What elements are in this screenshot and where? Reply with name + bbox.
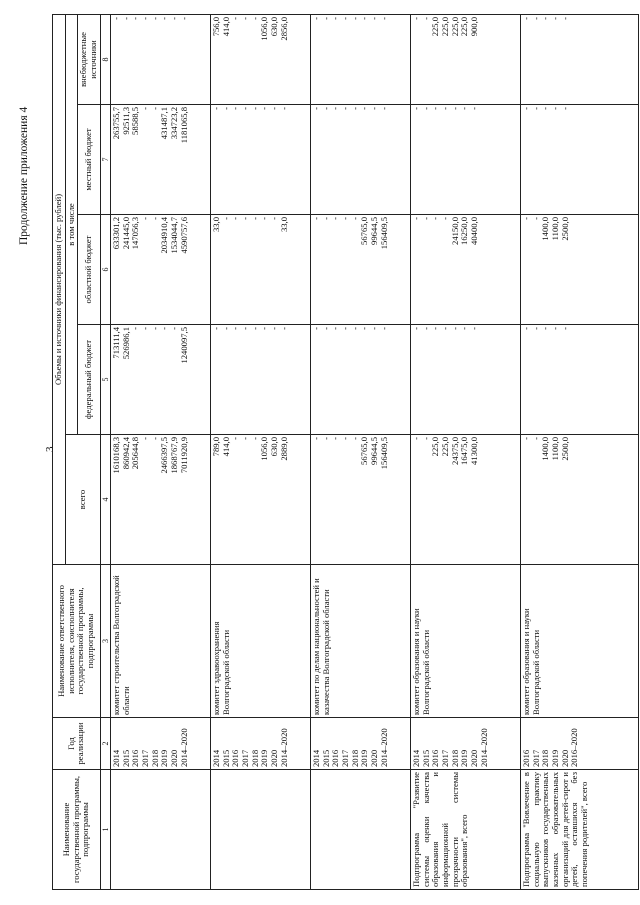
local-cell: - - - - - - - [410,105,520,215]
table-row [110,14,210,889]
executor-cell: комитет образования и науки Волгоградской области [410,565,520,718]
total-cell: 789,0 414,0 - - - 1056,0 630,0 2889,0 [210,435,310,565]
page-number: 3 [44,446,56,452]
column-number: 6 [100,215,110,325]
local-cell: - - - - - - - - [310,105,410,215]
executor-cell: комитет по делам национальностей и казачества Волгоградской области [310,565,410,718]
federal-cell: 713111,4 526986,1 - - - - - 1240097,5 [110,325,210,435]
executor-cell: комитет образования и науки Волгоградской области [520,565,638,718]
header-executor: Наименование ответственного исполнителя, соисполнителя государственной программы, подпрограммы [53,565,101,718]
local-cell: - - - - - [520,105,638,215]
column-number: 3 [100,565,110,718]
header-funding: Объемы и источники финансирования (тыс. рублей) [53,14,66,564]
offbudget-cell: - - - - - - - - [110,14,210,104]
offbudget-cell: - - 225,0 225,0 225,0 225,0 900,0 [410,14,520,104]
offbudget-cell: - - - - - [520,14,638,104]
header-local: местный бюджет [78,105,100,215]
years-cell: 2014 2015 2016 2017 2018 2019 2020 2014–2020 [310,718,410,770]
header-regional: областной бюджет [78,215,100,325]
years-cell: 2014 2015 2016 2017 2018 2019 2020 2014–2020 [110,718,210,770]
table-row [520,14,638,889]
header-program-name: Наименование государственной программы, подпрограммы [53,770,101,890]
regional-cell: - - - - - 56765,0 99644,5 156409,5 [310,215,410,325]
years-cell: 2014 2015 2016 2017 2018 2019 2020 2014–2020 [410,718,520,770]
federal-cell: - - - - - [520,325,638,435]
total-cell: 1610168,3 860942,4 205644,8 - - 2466397,5 1868767,9 7011920,9 [110,435,210,565]
federal-cell: - - - - - - - - [310,325,410,435]
local-cell: 263755,7 92511,3 58588,5 - - 431487,1 334723,2 1181065,8 [110,105,210,215]
program-name: Подпрограмма "Развитие системы оценки качества образования и информационной прозрачности системы образования", всего [410,770,520,890]
column-number: 8 [100,14,110,104]
table-row [210,14,310,889]
header-total: всего [65,435,100,565]
regional-cell: 33,0 - - - - - - 33,0 [210,215,310,325]
column-number: 5 [100,325,110,435]
column-number: 7 [100,105,110,215]
table-row [310,14,410,889]
column-number: 2 [100,718,110,770]
executor-cell: комитет здравоохранения Волгоградской области [210,565,310,718]
years-cell: 2014 2015 2016 2017 2018 2019 2020 2014–2020 [210,718,310,770]
program-name [310,770,410,890]
total-cell: - - - - - 56765,0 99644,5 156409,5 [310,435,410,565]
local-cell: - - - - - - - - [210,105,310,215]
header-year: Год реализации [53,718,101,770]
header-including: в том числе [65,14,78,434]
federal-cell: - - - - - - - - [210,325,310,435]
executor-cell: комитет строительства Волгоградской области [110,565,210,718]
appendix-caption: Продолжение приложения 4 [18,106,30,245]
years-cell: 2016 2017 2018 2019 2020 2016–2020 [520,718,638,770]
federal-cell: - - - - - - - [410,325,520,435]
offbudget-cell: - - - - - - - - [310,14,410,104]
program-name [110,770,210,890]
header-federal: федеральный бюджет [78,325,100,435]
funding-table [52,14,639,890]
header-offbudget: внебюджетные источники [78,14,100,104]
regional-cell: 633301,2 241445,0 147056,3 - - 2034910,4 1534044,7 4590757,6 [110,215,210,325]
total-cell: - - 225,0 225,0 24375,0 16475,0 41300,0 [410,435,520,565]
program-name: Подпрограмма "Вовлечение в социальную практику выпускников государственных казенных образовательных организаций для детей-сирот и детей, оставшихся без попечения родителей", всего [520,770,638,890]
offbudget-cell: 756,0 414,0 - - - 1056,0 630,0 2856,0 [210,14,310,104]
table-row [410,14,520,889]
total-cell: - - 1400,0 1100,0 2500,0 [520,435,638,565]
column-number: 4 [100,435,110,565]
column-number: 1 [100,770,110,890]
regional-cell: - - - - 24150,0 16250,0 40400,0 [410,215,520,325]
program-name [210,770,310,890]
regional-cell: - - 1400,0 1100,0 2500,0 [520,215,638,325]
